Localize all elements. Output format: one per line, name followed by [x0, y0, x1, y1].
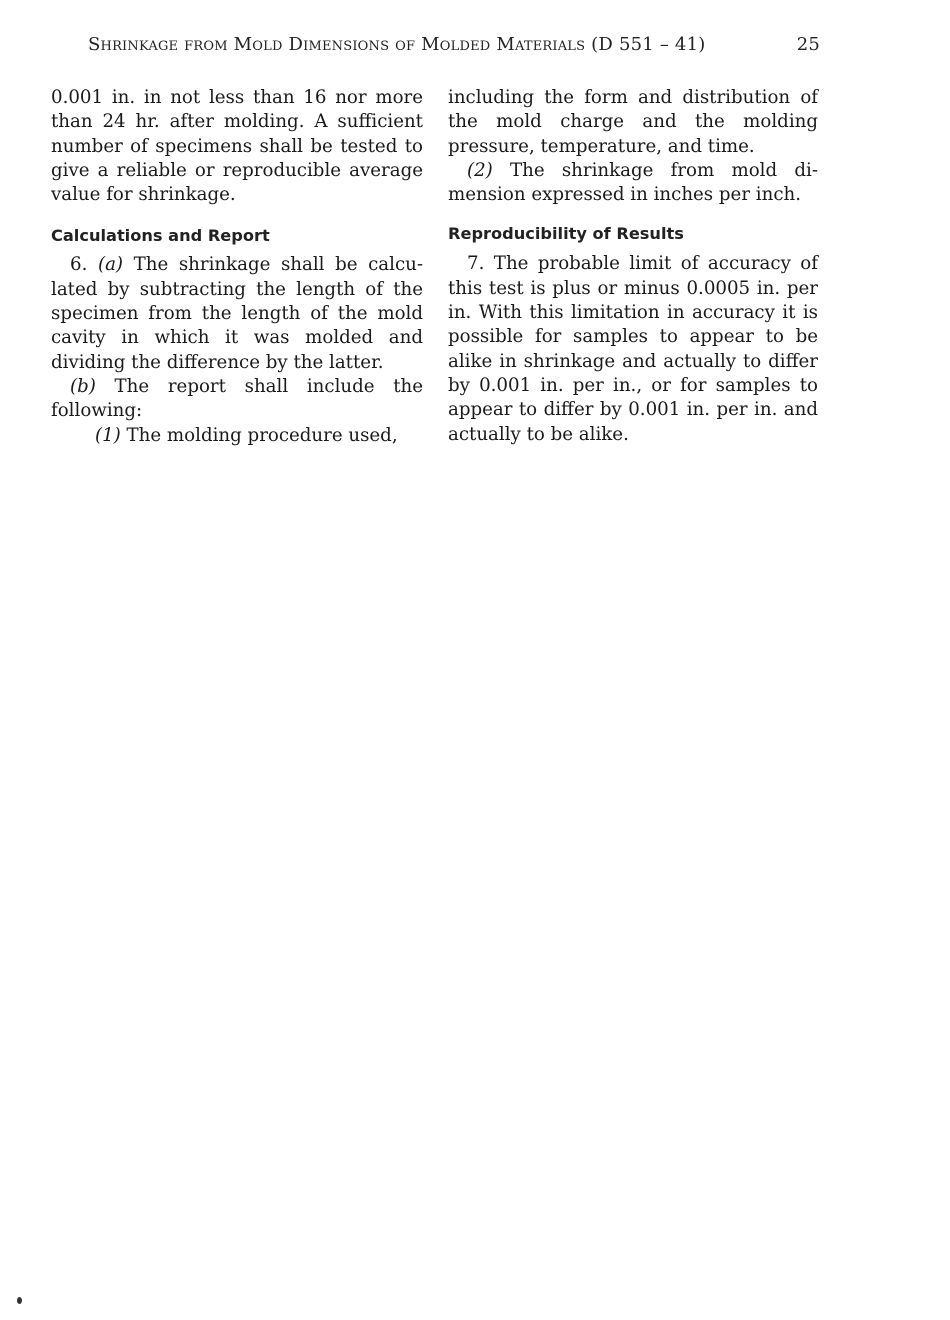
paragraph-7: 7. The probable limit of accuracy of this test is plus or minus 0.0005 in. per in. With this limitation in accuracy it is possible for samples to appear to be alike in shrinkage and actually to differ by 0.001 in. per in., or for samples to appear to differ by 0.001 in. per in. and actually to be alike.	[448, 253, 818, 445]
left-continued-paragraph: 0.001 in. in not less than 16 nor more than 24 hr. after molding. A sufficient number of specimens shall be tested to give a reliable or reproducible average value for shrinkage.	[51, 87, 423, 206]
paragraph-6b-text: The report shall include the following:	[51, 375, 423, 422]
paragraph-6a-number: 6.	[70, 254, 98, 276]
paragraph-6b	[51, 375, 423, 424]
right-column	[448, 86, 818, 447]
paragraph-6a-marker: (a)	[97, 254, 124, 276]
page-number: 25	[796, 34, 820, 55]
paragraph-6a	[51, 253, 423, 374]
running-head-title: Shrinkage from Mold Dimensions of Molded Materials (D 551 – 41)	[88, 34, 706, 55]
section-heading-reproducibility: Reproducibility of Results	[448, 224, 684, 244]
right-continued-paragraph: including the form and distribution of the mold charge and the molding pressure, temperature, and time.	[448, 87, 818, 157]
paragraph-6b-marker: (b)	[70, 375, 96, 397]
paragraph-6b-item-2	[448, 159, 818, 208]
item-1-marker: (1)	[95, 424, 121, 446]
section-heading-calculations: Calculations and Report	[51, 226, 270, 246]
paragraph-6b-item-1	[51, 424, 423, 448]
scan-speck	[17, 1297, 22, 1304]
item-2-marker: (2)	[467, 159, 493, 181]
item-2-text: The shrinkage from mold dimension expressed in inches per inch.	[448, 159, 818, 206]
paragraph-6a-text: The shrinkage shall be calculated by subtracting the length of the specimen from the length of the mold cavity in which it was molded and dividing the difference by the latter.	[51, 254, 424, 373]
running-head	[88, 34, 820, 60]
item-1-text: The molding procedure used,	[120, 424, 398, 446]
left-column	[51, 86, 423, 448]
